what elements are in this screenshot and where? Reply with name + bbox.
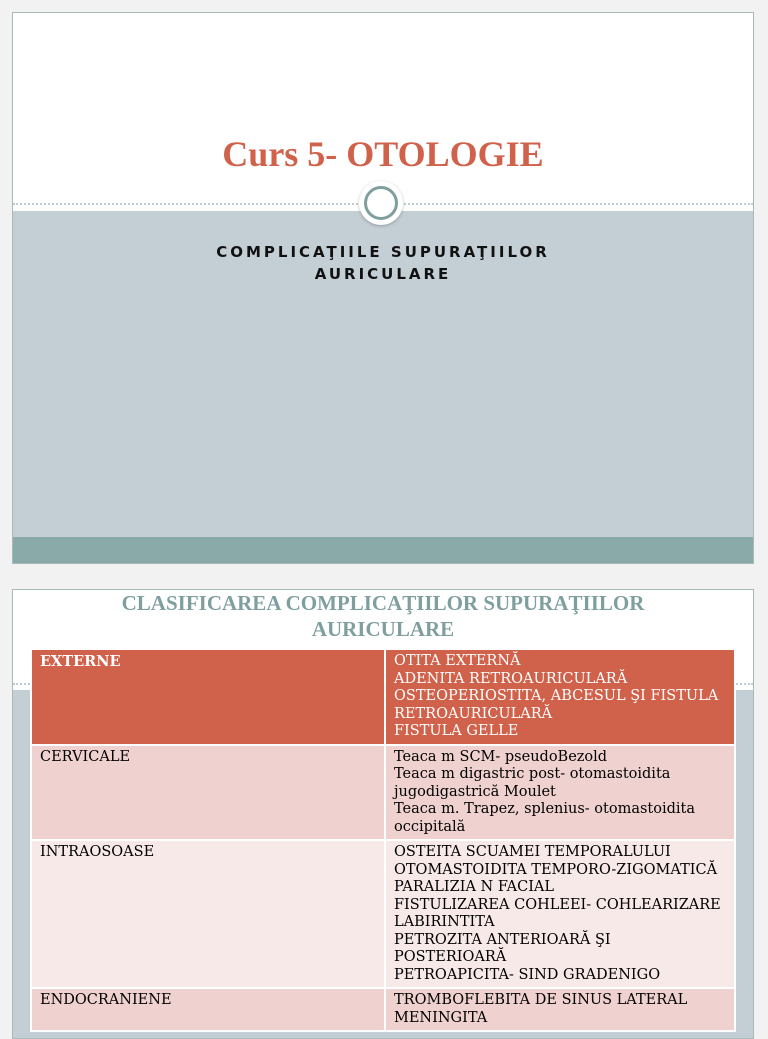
table-row <box>31 988 735 1031</box>
slide-subtitle <box>13 241 753 285</box>
title-slide[interactable] <box>12 12 754 564</box>
complication-item: OTITA EXTERNĂ <box>394 653 521 669</box>
classification-slide[interactable] <box>12 589 754 1039</box>
title-line-2: AURICULARE <box>311 617 455 641</box>
table-row <box>31 649 735 745</box>
complication-item: OSTEITA SCUAMEI TEMPORALULUI <box>394 844 671 860</box>
complication-item: TROMBOFLEBITA DE SINUS LATERAL <box>394 992 688 1008</box>
category-cell: CERVICALE <box>31 745 385 841</box>
category-cell: EXTERNE <box>31 649 385 745</box>
subtitle-line-2: AURICULARE <box>314 265 452 283</box>
complication-item: OTOMASTOIDITA TEMPORO-ZIGOMATICĂ <box>394 861 718 878</box>
items-cell <box>385 745 735 841</box>
category-cell: ENDOCRANIENE <box>31 988 385 1031</box>
items-cell <box>385 649 735 745</box>
complication-item: OSTEOPERIOSTITA, ABCESUL ŞI FISTULA RETROAURICULARĂ <box>394 688 719 722</box>
complication-item: PETROAPICITA- SIND GRADENIGO <box>394 966 661 983</box>
complication-item: MENINGITA <box>394 1009 488 1026</box>
circle-ring <box>364 186 398 220</box>
category-cell: INTRAOSOASE <box>31 840 385 988</box>
circle-ornament-icon <box>359 181 403 225</box>
complication-item: Teaca m digastric post- otomastoidita jugodigastrică Moulet <box>394 766 671 800</box>
subtitle-line-1: COMPLICAŢIILE SUPURAŢIILOR <box>216 243 550 261</box>
slide-title: Curs 5- OTOLOGIE <box>222 134 544 174</box>
slide-header-area <box>13 13 753 205</box>
complication-item: Teaca m. Trapez, splenius- otomastoidita occipitală <box>394 801 695 835</box>
slide-footer-band <box>13 537 753 564</box>
table-row <box>31 840 735 988</box>
slide-title <box>13 590 753 642</box>
complication-item: PETROZITA ANTERIOARĂ ŞI POSTERIOARĂ <box>394 931 611 965</box>
table-row <box>31 745 735 841</box>
complication-item: PARALIZIA N FACIAL <box>394 879 555 895</box>
complication-item: FISTULA GELLE <box>394 723 519 739</box>
title-line-1: CLASIFICAREA COMPLICAŢIILOR SUPURAŢIILOR <box>121 591 645 615</box>
items-cell <box>385 988 735 1031</box>
complications-table <box>30 648 736 1032</box>
complication-item: Teaca m SCM- pseudoBezold <box>394 748 608 765</box>
items-cell <box>385 840 735 988</box>
complication-item: FISTULIZAREA COHLEEI- COHLEARIZARE LABIRINTITA <box>394 896 721 930</box>
complication-item: ADENITA RETROAURICULARĂ <box>394 670 628 687</box>
